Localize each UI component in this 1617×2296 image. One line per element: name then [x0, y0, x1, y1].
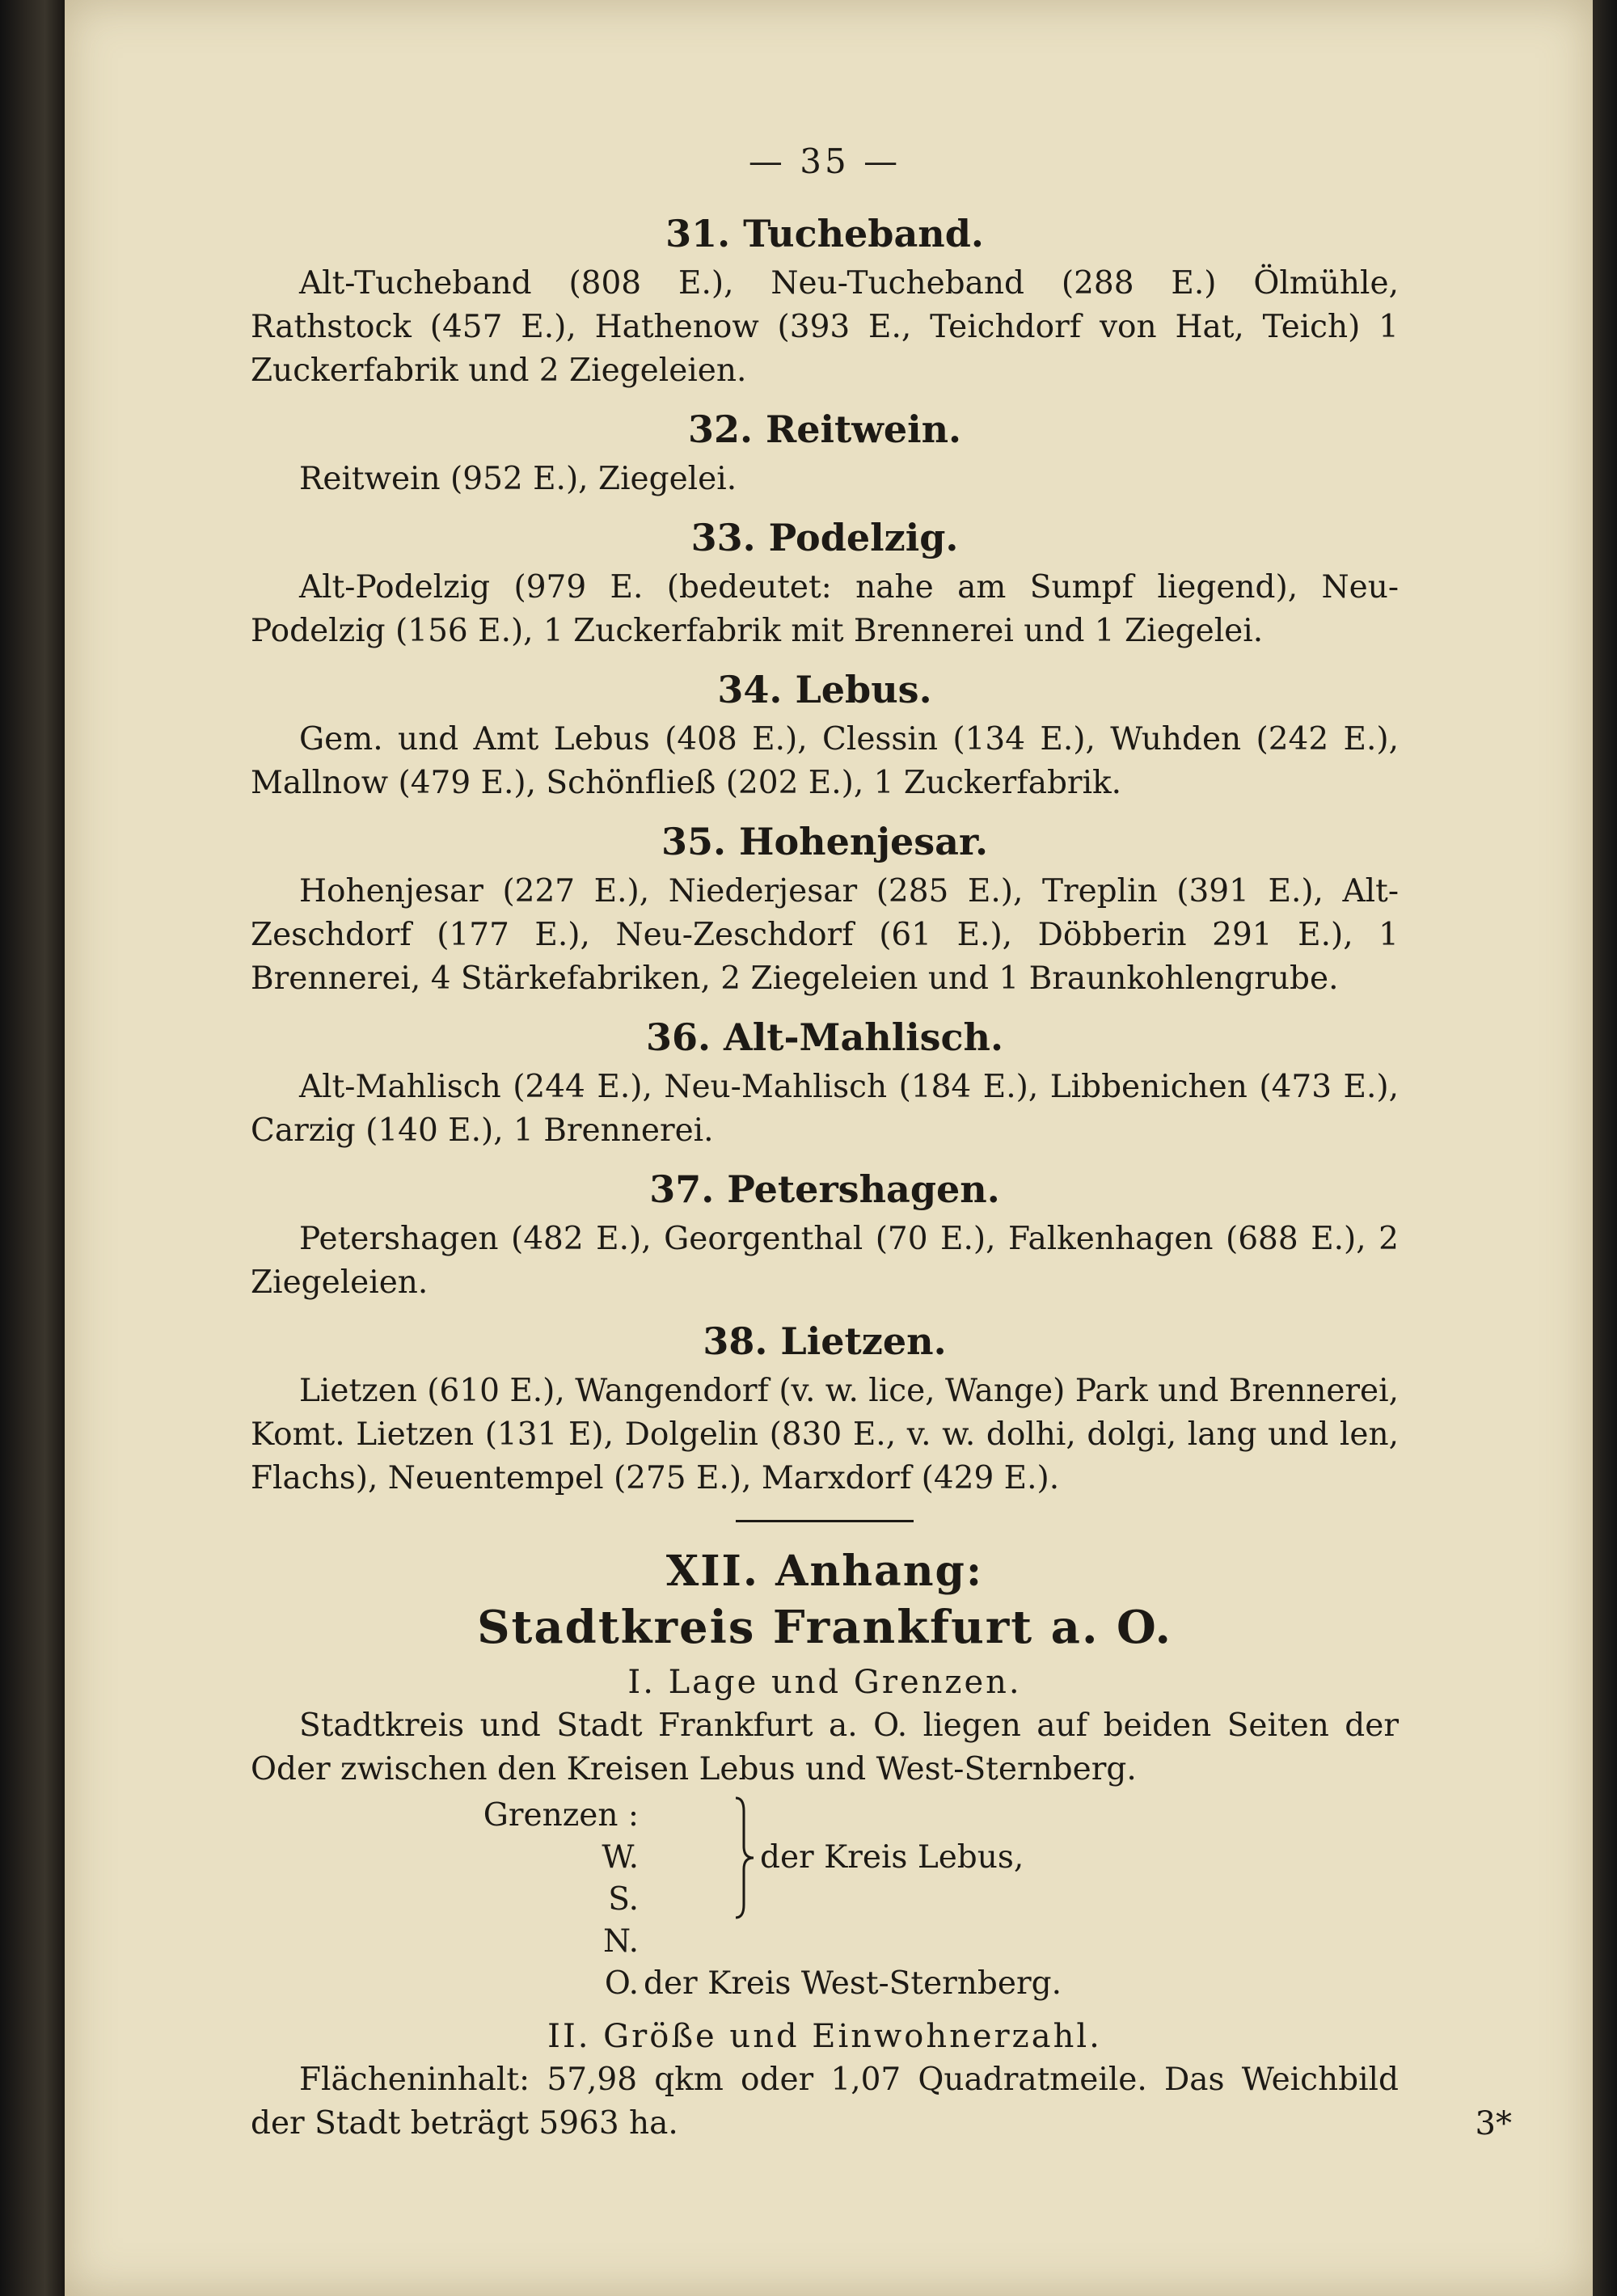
section [251, 407, 1399, 501]
text-block [251, 0, 1399, 2296]
section-heading: 37. Petershagen. [649, 1167, 1000, 1211]
brace-icon [733, 1795, 757, 1921]
borders-list [477, 1795, 1399, 2005]
appendix-title: XII. Anhang: [665, 1547, 984, 1596]
section [251, 516, 1399, 653]
border-row-n [477, 1921, 1399, 1963]
groesse-text: Flächeninhalt: 57,98 qkm oder 1,07 Quadratmeile. Das Weichbild der Stadt beträgt 5963 ha. [251, 2062, 1399, 2142]
section [251, 1167, 1399, 1305]
appendix-subtitle: Stadtkreis Frankfurt a. O. [477, 1601, 1172, 1654]
lage-text: Stadtkreis und Stadt Frankfurt a. O. liegen auf beiden Seiten der Oder zwischen den Kreisen Lebus und West-Sternberg. [251, 1707, 1399, 1787]
page-number: — 35 — [748, 141, 901, 181]
section-text: Alt-Tucheband (808 E.), Neu-Tucheband (288 E.) Ölmühle, Rathstock (457 E.), Hathenow (393 E., Teichdorf von Hat, Teich) 1 Zuckerfabrik und 2 Ziegeleien. [251, 265, 1399, 389]
section-heading: 33. Podelzig. [690, 516, 959, 559]
border-row-s [477, 1879, 1399, 1921]
section-heading: 32. Reitwein. [687, 407, 962, 451]
section-heading: 31. Tucheband. [665, 212, 984, 255]
lage-heading: I. Lage und Grenzen. [627, 1664, 1022, 1701]
section [251, 668, 1399, 805]
section-text: Gem. und Amt Lebus (408 E.), Clessin (134 E.), Wuhden (242 E.), Mallnow (479 E.), Schönfließ (202 E.), 1 Zuckerfabrik. [251, 721, 1399, 801]
section [251, 1319, 1399, 1500]
section-heading: 35. Hohenjesar. [661, 820, 988, 863]
border-n: N. [602, 1923, 639, 1960]
border-o: O. [604, 1965, 639, 2002]
book-edge [1593, 0, 1617, 2296]
section-text: Reitwein (952 E.), Ziegelei. [299, 461, 737, 497]
section [251, 1015, 1399, 1153]
section-text: Lietzen (610 E.), Wangendorf (v. w. lice, Wange) Park und Brennerei, Komt. Lietzen (131 E), Dolgelin (830 E., v. w. dolhi, dolgi, lang und len, Flachs), Neuentempel (275 E.), Marxdorf (429 E.). [251, 1373, 1399, 1496]
divider-rule [736, 1520, 914, 1522]
section-text: Hohenjesar (227 E.), Niederjesar (285 E.), Treplin (391 E.), Alt-Zeschdorf (177 E.), Neu-Zeschdorf (61 E.), Döbberin 291 E.), 1 Brennerei, 4 Stärkefabriken, 2 Ziegeleien und 1 Braunkohlengrube. [251, 873, 1399, 997]
section-heading: 34. Lebus. [717, 668, 932, 711]
section-heading: 36. Alt-Mahlisch. [645, 1015, 1004, 1059]
border-s: S. [608, 1881, 639, 1918]
sections-list [251, 212, 1399, 2146]
section-text: Alt-Podelzig (979 E. (bedeutet: nahe am Sumpf liegend), Neu-Podelzig (156 E.), 1 Zuckerfabrik mit Brennerei und 1 Ziegelei. [251, 569, 1399, 649]
border-wsn-text: der Kreis Lebus, [760, 1839, 1024, 1876]
section-text: Alt-Mahlisch (244 E.), Neu-Mahlisch (184 E.), Libbenichen (473 E.), Carzig (140 E.), 1 Brennerei. [251, 1069, 1399, 1149]
section [251, 820, 1399, 1001]
section-heading: 38. Lietzen. [703, 1319, 947, 1363]
border-o-text: der Kreis West-Sternberg. [644, 1965, 1062, 2002]
section-text: Petershagen (482 E.), Georgenthal (70 E.), Falkenhagen (688 E.), 2 Ziegeleien. [251, 1221, 1399, 1301]
border-w: W. [602, 1839, 639, 1876]
signature-mark: 3* [1475, 2105, 1512, 2142]
groesse-heading: II. Größe und Einwohnerzahl. [547, 2018, 1102, 2055]
section [251, 212, 1399, 393]
border-row-o [477, 1963, 1399, 2005]
book-spine [0, 0, 65, 2296]
book-page [65, 0, 1593, 2296]
borders-label: Grenzen : [483, 1797, 639, 1834]
